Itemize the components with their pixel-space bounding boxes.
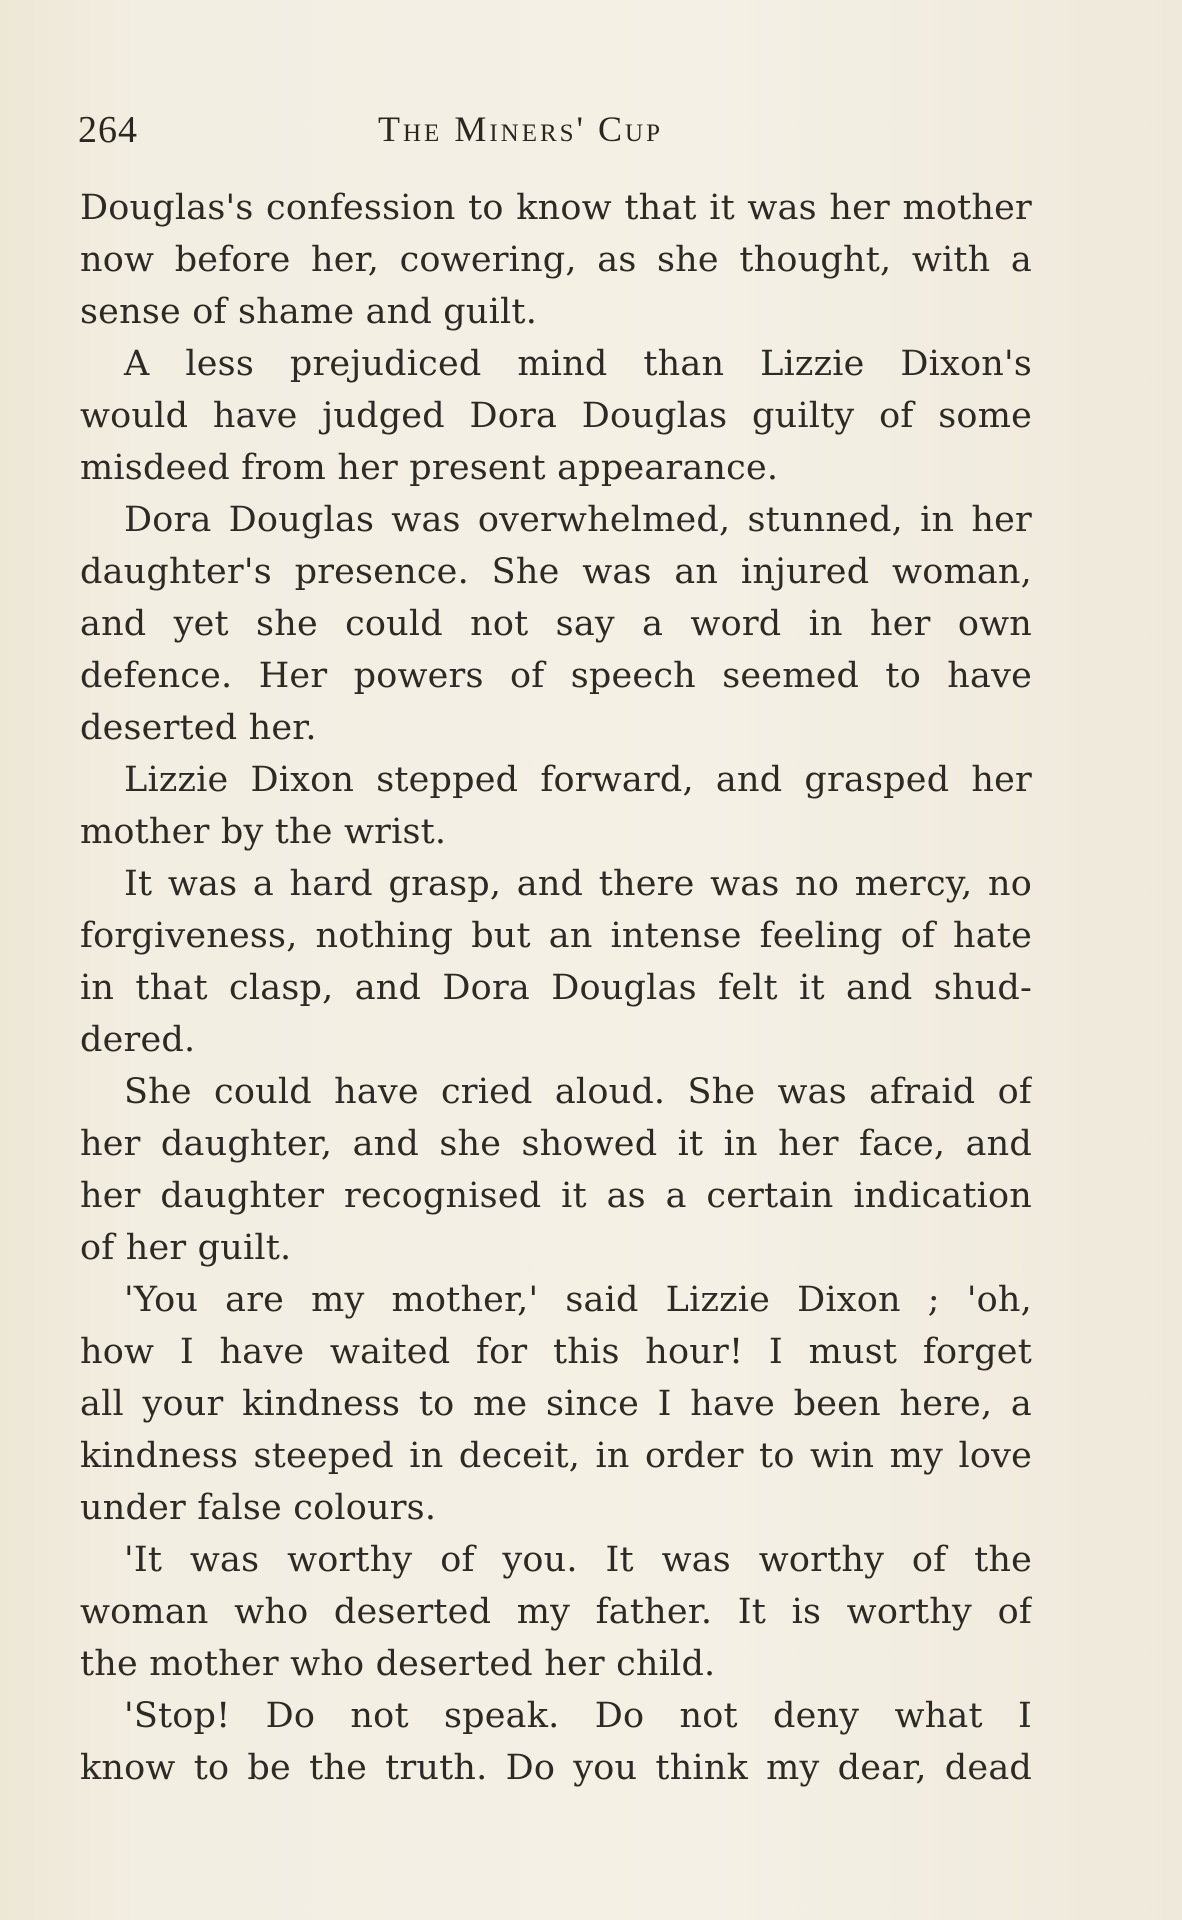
body-text [80, 182, 1032, 1794]
text-line: 'You are my mother,' said Lizzie Dixon ; 'oh, [124, 1280, 1032, 1320]
text-line: She could have cried aloud. She was afraid of [124, 1072, 1032, 1112]
text-line: dered. [80, 1020, 196, 1060]
text-line: under false colours. [80, 1488, 437, 1528]
text-line: know to be the truth. Do you think my dear, dead [80, 1748, 1032, 1788]
text-line: and yet she could not say a word in her own [80, 604, 1032, 644]
text-line: forgiveness, nothing but an intense feeling of hate [80, 916, 1032, 956]
text-line: It was a hard grasp, and there was no mercy, no [124, 864, 1032, 904]
text-line: A less prejudiced mind than Lizzie Dixon's [124, 344, 1032, 384]
text-line: defence. Her powers of speech seemed to have [80, 656, 1032, 696]
text-line: of her guilt. [80, 1228, 292, 1268]
text-line: 'Stop! Do not speak. Do not deny what I [124, 1696, 1032, 1736]
page-number: 264 [78, 109, 138, 151]
text-line: how I have waited for this hour! I must forget [80, 1332, 1032, 1372]
text-line: misdeed from her present appearance. [80, 448, 779, 488]
text-line: Lizzie Dixon stepped forward, and grasped her [124, 760, 1032, 800]
text-line: would have judged Dora Douglas guilty of some [80, 396, 1032, 436]
page-header [78, 100, 1034, 160]
text-line: 'It was worthy of you. It was worthy of the [124, 1540, 1032, 1580]
text-line: all your kindness to me since I have been here, a [80, 1384, 1032, 1424]
text-line: Douglas's confession to know that it was her mother [80, 188, 1032, 228]
text-line: Dora Douglas was overwhelmed, stunned, in her [124, 500, 1032, 540]
text-line: mother by the wrist. [80, 812, 447, 852]
text-line: her daughter recognised it as a certain indication [80, 1176, 1032, 1216]
text-line: kindness steeped in deceit, in order to win my love [80, 1436, 1032, 1476]
text-line: in that clasp, and Dora Douglas felt it and shud- [80, 968, 1032, 1008]
text-line: woman who deserted my father. It is worthy of [80, 1592, 1032, 1632]
text-line: daughter's presence. She was an injured woman, [80, 552, 1032, 592]
text-line: sense of shame and guilt. [80, 292, 538, 332]
text-line: deserted her. [80, 708, 317, 748]
text-line: her daughter, and she showed it in her face, and [80, 1124, 1032, 1164]
text-line: the mother who deserted her child. [80, 1644, 716, 1684]
running-title: The Miners' Cup [378, 109, 664, 149]
text-line: now before her, cowering, as she thought, with a [80, 240, 1032, 280]
